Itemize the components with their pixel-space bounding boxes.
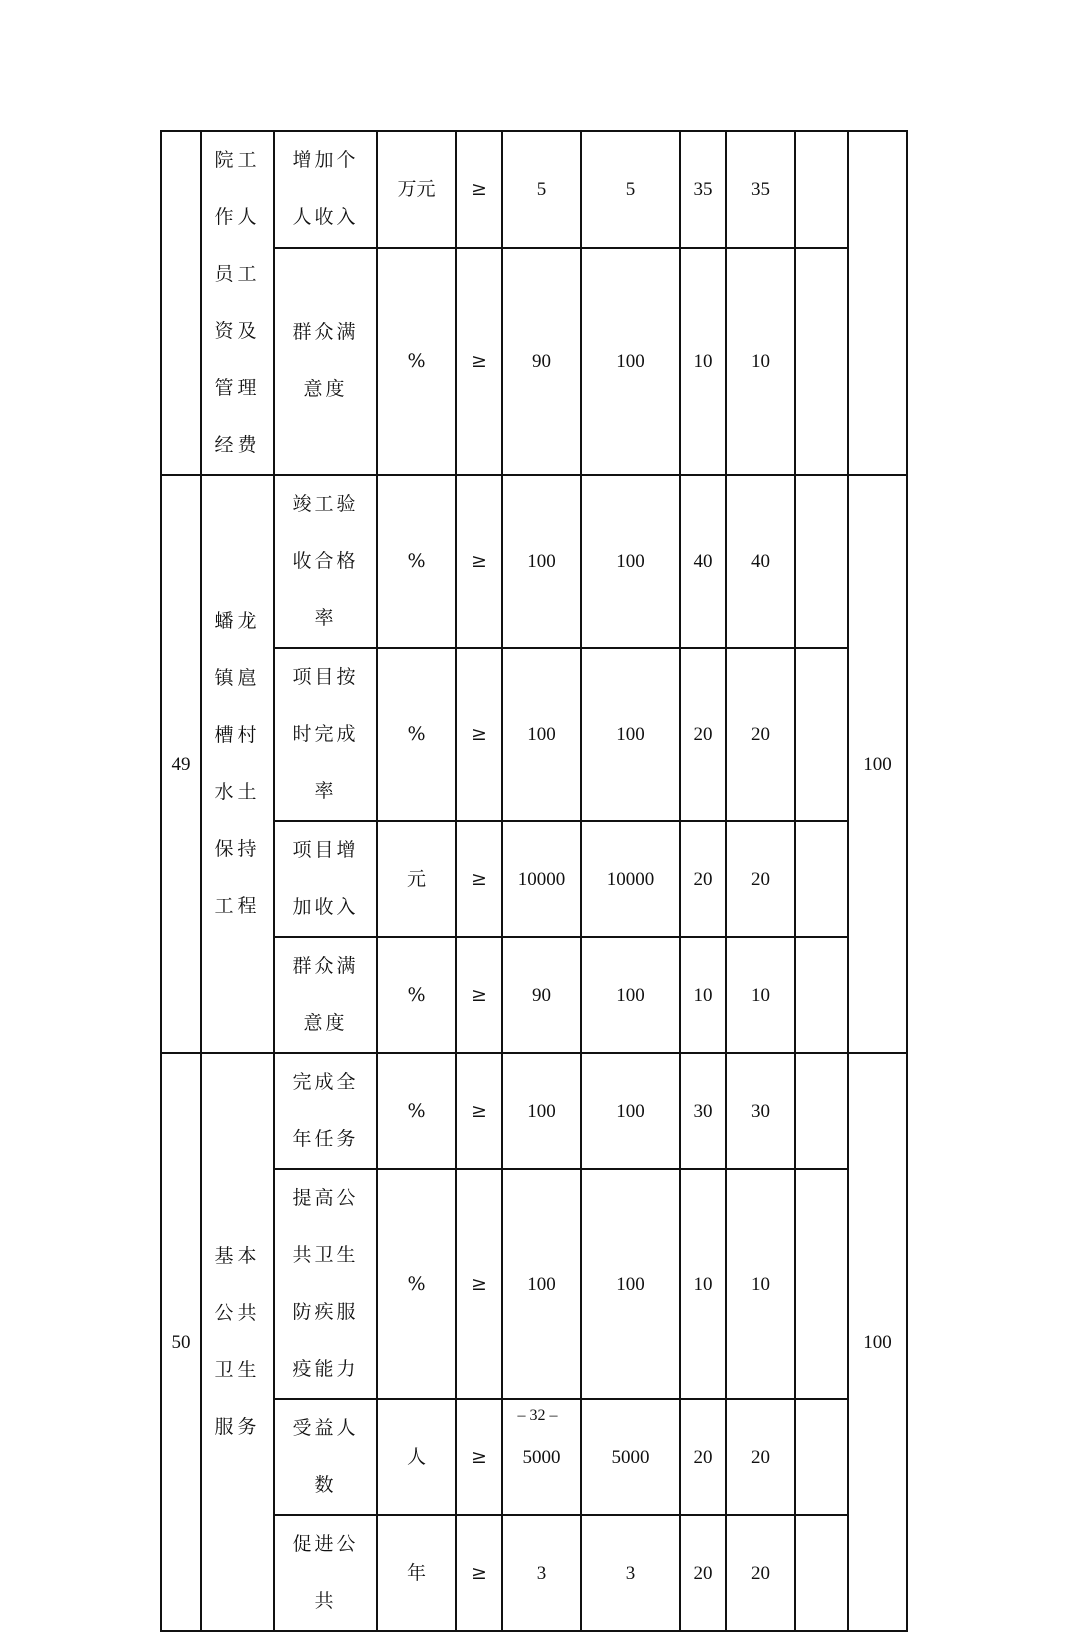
target-cell: 100 xyxy=(502,1169,581,1399)
target-cell: 3 xyxy=(502,1515,581,1631)
actual-cell: 5 xyxy=(581,131,680,248)
project-name-cell xyxy=(201,475,274,1053)
project-name-cell xyxy=(201,131,274,475)
operator-cell: ≥ xyxy=(456,648,502,821)
note-cell xyxy=(795,1169,848,1399)
unit-cell: 年 xyxy=(377,1515,456,1631)
indicator-cell xyxy=(274,1515,377,1631)
note-cell xyxy=(795,821,848,937)
operator-cell: ≥ xyxy=(456,475,502,648)
actual-cell: 5000 xyxy=(581,1399,680,1515)
unit-cell: 元 xyxy=(377,821,456,937)
indicator-name: 竣工验收合格率 xyxy=(292,493,359,629)
note-cell xyxy=(795,475,848,648)
weight-cell: 20 xyxy=(680,1515,726,1631)
note-cell xyxy=(795,937,848,1053)
score-cell: 35 xyxy=(726,131,795,248)
score-cell: 10 xyxy=(726,937,795,1053)
indicator-name: 提高公共卫生防疾服疫能力 xyxy=(292,1187,359,1380)
score-cell: 40 xyxy=(726,475,795,648)
target-cell: 100 xyxy=(502,1053,581,1169)
unit-cell: 万元 xyxy=(377,131,456,248)
score-cell: 20 xyxy=(726,1399,795,1515)
seq-cell: 50 xyxy=(161,1053,201,1631)
actual-cell: 100 xyxy=(581,248,680,475)
target-cell: 5000 xyxy=(502,1399,581,1515)
indicator-cell xyxy=(274,475,377,648)
seq-cell xyxy=(161,131,201,475)
score-cell: 20 xyxy=(726,1515,795,1631)
indicator-cell xyxy=(274,248,377,475)
project-name-cell xyxy=(201,1053,274,1631)
indicator-cell xyxy=(274,648,377,821)
project-name: 院工作人员工资及管理经费 xyxy=(214,149,261,456)
indicator-name: 群众满意度 xyxy=(292,955,359,1034)
note-cell xyxy=(795,1515,848,1631)
indicator-name: 项目增加收入 xyxy=(292,839,359,918)
operator-cell: ≥ xyxy=(456,1515,502,1631)
unit-cell: % xyxy=(377,248,456,475)
score-cell: 20 xyxy=(726,648,795,821)
total-cell xyxy=(848,131,907,475)
project-name: 基本公共卫生服务 xyxy=(214,1245,261,1438)
weight-cell: 30 xyxy=(680,1053,726,1169)
note-cell xyxy=(795,248,848,475)
target-cell: 100 xyxy=(502,475,581,648)
actual-cell: 100 xyxy=(581,648,680,821)
target-cell: 90 xyxy=(502,937,581,1053)
total-cell: 100 xyxy=(848,475,907,1053)
unit-cell: % xyxy=(377,648,456,821)
operator-cell: ≥ xyxy=(456,1053,502,1169)
actual-cell: 10000 xyxy=(581,821,680,937)
indicator-cell xyxy=(274,1053,377,1169)
weight-cell: 20 xyxy=(680,821,726,937)
unit-cell: % xyxy=(377,475,456,648)
score-cell: 30 xyxy=(726,1053,795,1169)
operator-cell: ≥ xyxy=(456,248,502,475)
seq-cell: 49 xyxy=(161,475,201,1053)
operator-cell: ≥ xyxy=(456,937,502,1053)
operator-cell: ≥ xyxy=(456,1399,502,1515)
indicator-name: 增加个人收入 xyxy=(292,149,359,229)
project-name: 蟠龙镇扈槽村水土保持工程 xyxy=(214,610,261,917)
indicator-cell xyxy=(274,937,377,1053)
score-cell: 20 xyxy=(726,821,795,937)
operator-cell: ≥ xyxy=(456,131,502,248)
table-row xyxy=(161,475,907,648)
weight-cell: 20 xyxy=(680,648,726,821)
target-cell: 5 xyxy=(502,131,581,248)
indicator-name: 完成全年任务 xyxy=(292,1071,359,1150)
weight-cell: 10 xyxy=(680,1169,726,1399)
actual-cell: 100 xyxy=(581,1169,680,1399)
weight-cell: 35 xyxy=(680,131,726,248)
note-cell xyxy=(795,648,848,821)
page-number: – 32 – xyxy=(517,1407,558,1424)
table-row xyxy=(161,1053,907,1169)
note-cell xyxy=(795,131,848,248)
actual-cell: 3 xyxy=(581,1515,680,1631)
weight-cell: 10 xyxy=(680,937,726,1053)
weight-cell: 20 xyxy=(680,1399,726,1515)
unit-cell: % xyxy=(377,1169,456,1399)
indicator-name: 受益人数 xyxy=(292,1417,359,1496)
unit-cell: 人 xyxy=(377,1399,456,1515)
note-cell xyxy=(795,1053,848,1169)
table-row xyxy=(161,131,907,248)
weight-cell: 10 xyxy=(680,248,726,475)
total-cell: 100 xyxy=(848,1053,907,1631)
target-cell: 90 xyxy=(502,248,581,475)
unit-cell: % xyxy=(377,937,456,1053)
indicator-cell xyxy=(274,821,377,937)
indicator-name: 项目按时完成率 xyxy=(292,666,359,802)
actual-cell: 100 xyxy=(581,937,680,1053)
operator-cell: ≥ xyxy=(456,821,502,937)
weight-cell: 40 xyxy=(680,475,726,648)
indicator-name: 促进公共 xyxy=(292,1533,359,1612)
actual-cell: 100 xyxy=(581,1053,680,1169)
indicator-cell xyxy=(274,131,377,248)
indicator-cell xyxy=(274,1169,377,1399)
unit-cell: % xyxy=(377,1053,456,1169)
target-cell: 100 xyxy=(502,648,581,821)
operator-cell: ≥ xyxy=(456,1169,502,1399)
target-cell: 10000 xyxy=(502,821,581,937)
score-cell: 10 xyxy=(726,248,795,475)
actual-cell: 100 xyxy=(581,475,680,648)
indicator-name: 群众满意度 xyxy=(292,321,359,401)
score-cell: 10 xyxy=(726,1169,795,1399)
